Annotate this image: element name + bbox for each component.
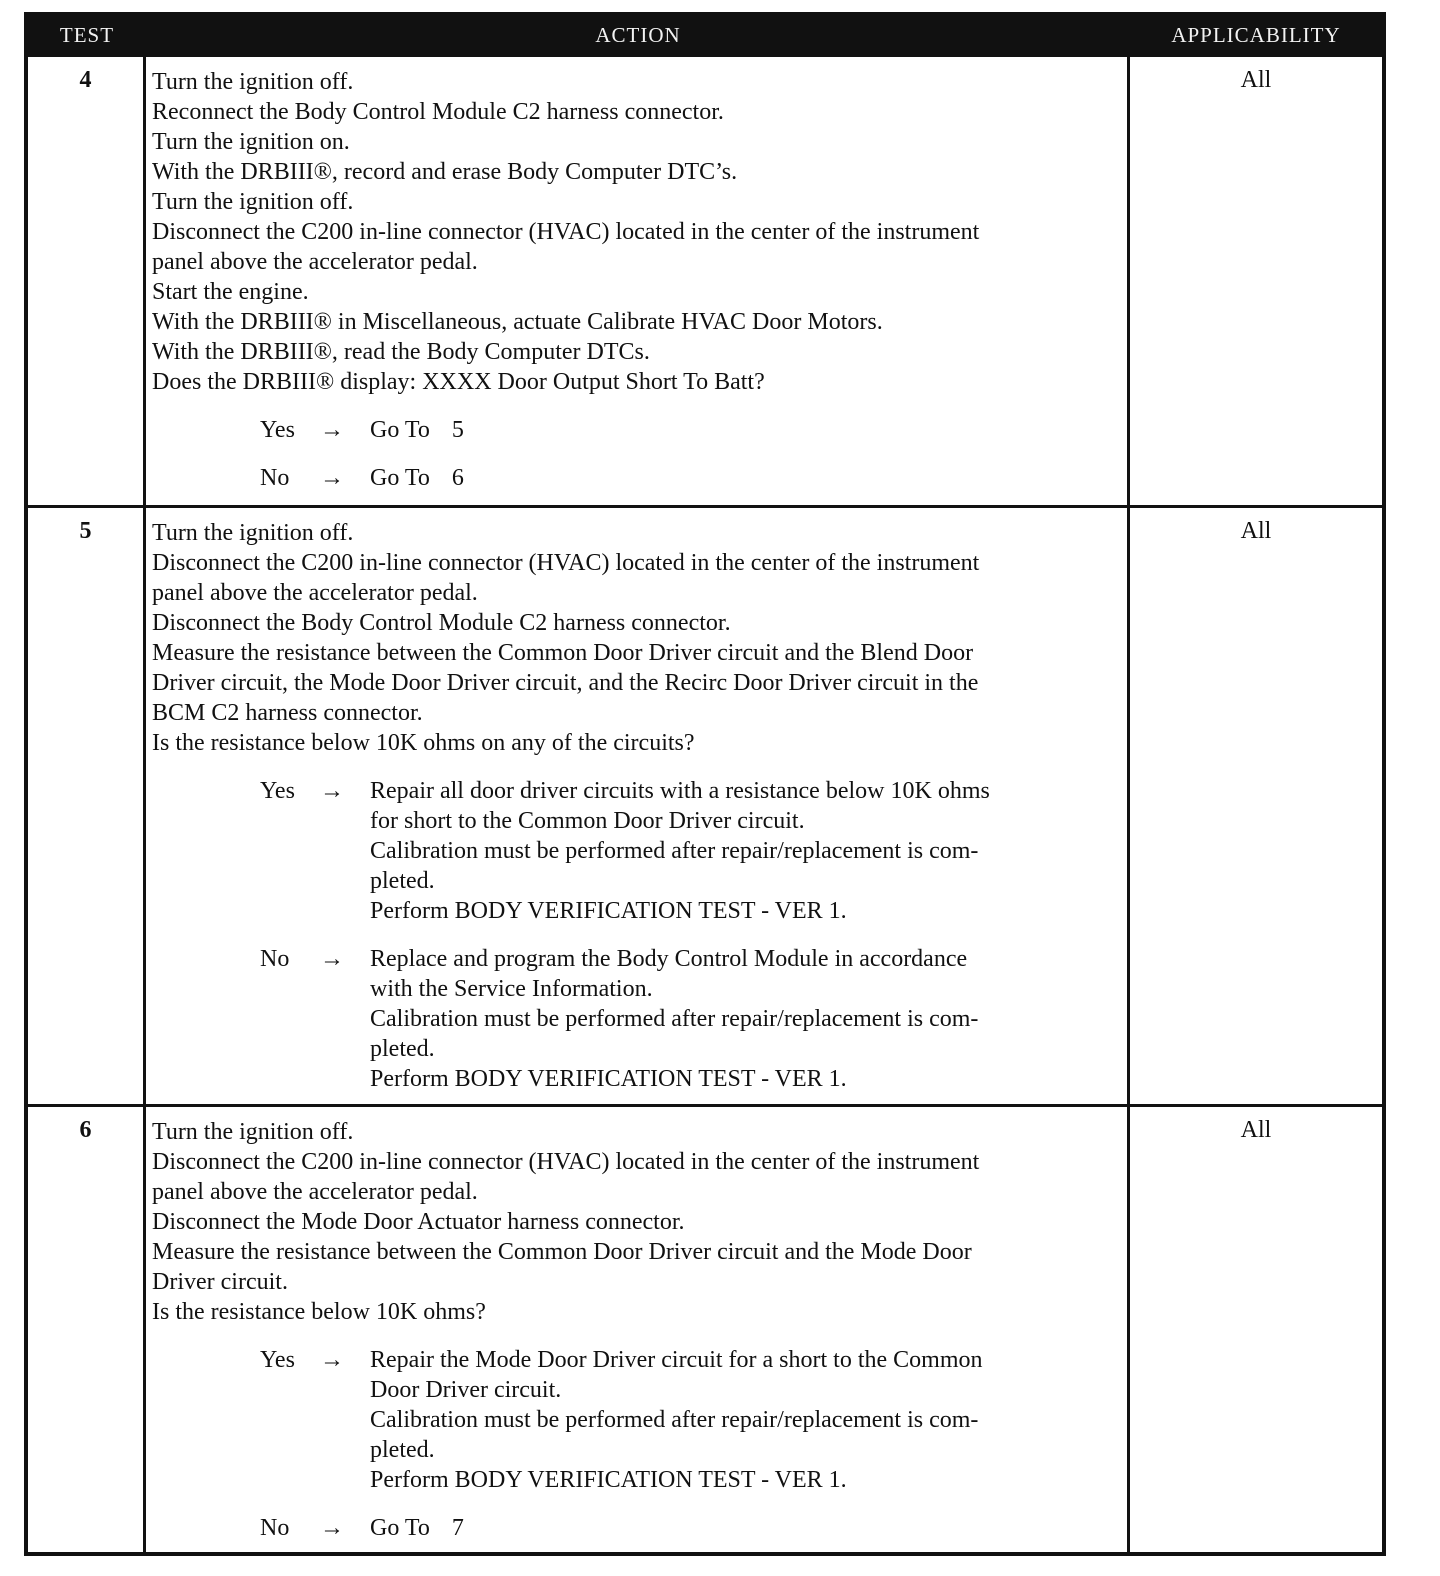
step-text: Start the engine. (152, 279, 309, 305)
goto-text: Go To (370, 417, 430, 443)
test-number: 4 (28, 57, 146, 505)
step-text: Disconnect the C200 in-line connector (HVAC) located in the center of the instrument (152, 550, 980, 576)
action-cell (146, 57, 1130, 505)
answer-label: Yes (260, 417, 295, 443)
goto-target: 6 (451, 465, 464, 491)
goto-text: Go To (370, 465, 430, 491)
diagnostic-table (24, 12, 1386, 1556)
arrow-icon: → (320, 465, 344, 491)
answer-label: No (260, 946, 290, 972)
step-text: Is the resistance below 10K ohms? (152, 1299, 486, 1325)
applicability-cell: All (1240, 67, 1272, 93)
goto-text: Go To (370, 1515, 430, 1541)
step-text: Turn the ignition off. (152, 189, 354, 215)
answer-label: Yes (260, 1347, 295, 1373)
answer-instructions (370, 944, 1121, 1094)
answer-instructions (370, 1345, 1121, 1495)
answer-label: No (260, 465, 290, 491)
instruction-text: Calibration must be performed after repair/replacement is com- (370, 1407, 979, 1433)
goto-target: 5 (451, 417, 464, 443)
header-applicability: APPLICABILITY (1171, 22, 1341, 47)
step-text: Measure the resistance between the Common Door Driver circuit and the Blend Door (152, 640, 974, 666)
instruction-text: Calibration must be performed after repair/replacement is com- (370, 838, 979, 864)
instruction-text: Perform BODY VERIFICATION TEST - VER 1. (370, 1066, 847, 1092)
answer-yes (152, 1345, 1121, 1495)
action-cell (146, 508, 1130, 1104)
answer-yes (152, 776, 1121, 926)
instruction-text: Door Driver circuit. (370, 1377, 562, 1403)
arrow-icon: → (320, 1515, 344, 1541)
step-text: Driver circuit, the Mode Door Driver circuit, and the Recirc Door Driver circuit in the (152, 670, 979, 696)
goto-instruction (370, 463, 1121, 493)
arrow-icon: → (320, 417, 344, 443)
instruction-text: Calibration must be performed after repair/replacement is com- (370, 1006, 979, 1032)
goto-instruction (370, 1513, 1121, 1543)
goto-instruction (370, 415, 1121, 445)
step-text: Turn the ignition off. (152, 520, 354, 546)
step-text: Driver circuit. (152, 1269, 288, 1295)
step-text: Turn the ignition off. (152, 69, 354, 95)
step-text: Measure the resistance between the Common Door Driver circuit and the Mode Door (152, 1239, 972, 1265)
header-test: TEST (59, 22, 115, 47)
step-text: With the DRBIII®, record and erase Body Computer DTC’s. (152, 159, 738, 185)
answer-yes (152, 415, 1121, 445)
header-action: ACTION (595, 22, 681, 47)
instruction-text: Repair the Mode Door Driver circuit for a short to the Common (370, 1347, 983, 1373)
applicability-cell: All (1240, 518, 1272, 544)
test-number: 5 (28, 508, 146, 1104)
table-row-test-5 (28, 505, 1382, 1104)
step-text: panel above the accelerator pedal. (152, 1179, 478, 1205)
step-text: panel above the accelerator pedal. (152, 249, 478, 275)
step-text: Disconnect the C200 in-line connector (HVAC) located in the center of the instrument (152, 1149, 980, 1175)
table-header (28, 16, 1382, 54)
arrow-icon: → (320, 778, 344, 804)
step-text: Disconnect the Mode Door Actuator harness connector. (152, 1209, 685, 1235)
step-text: BCM C2 harness connector. (152, 700, 423, 726)
answer-no (152, 1513, 1121, 1543)
step-text: Turn the ignition off. (152, 1119, 354, 1145)
answer-label: No (260, 1515, 290, 1541)
step-text: Does the DRBIII® display: XXXX Door Output Short To Batt? (152, 369, 765, 395)
instruction-text: pleted. (370, 1036, 435, 1062)
instruction-text: for short to the Common Door Driver circuit. (370, 808, 805, 834)
goto-target: 7 (451, 1515, 464, 1541)
step-text: Disconnect the Body Control Module C2 harness connector. (152, 610, 731, 636)
test-number: 6 (28, 1107, 146, 1552)
answer-label: Yes (260, 778, 295, 804)
step-text: panel above the accelerator pedal. (152, 580, 478, 606)
step-text: Turn the ignition on. (152, 129, 350, 155)
instruction-text: Repair all door driver circuits with a resistance below 10K ohms (370, 778, 990, 804)
answer-no (152, 944, 1121, 1094)
instruction-text: with the Service Information. (370, 976, 653, 1002)
table-row-test-4 (28, 54, 1382, 505)
instruction-text: pleted. (370, 1437, 435, 1463)
answer-no (152, 463, 1121, 493)
answer-instructions (370, 776, 1121, 926)
step-text: Is the resistance below 10K ohms on any of the circuits? (152, 730, 695, 756)
table-row-test-6 (28, 1104, 1382, 1552)
step-text: Reconnect the Body Control Module C2 harness connector. (152, 99, 724, 125)
instruction-text: Perform BODY VERIFICATION TEST - VER 1. (370, 1467, 847, 1493)
instruction-text: Perform BODY VERIFICATION TEST - VER 1. (370, 898, 847, 924)
instruction-text: Replace and program the Body Control Module in accordance (370, 946, 968, 972)
applicability-cell: All (1240, 1117, 1272, 1143)
instruction-text: pleted. (370, 868, 435, 894)
arrow-icon: → (320, 946, 344, 972)
step-text: With the DRBIII®, read the Body Computer DTCs. (152, 339, 650, 365)
step-text: With the DRBIII® in Miscellaneous, actuate Calibrate HVAC Door Motors. (152, 309, 883, 335)
step-text: Disconnect the C200 in-line connector (HVAC) located in the center of the instrument (152, 219, 980, 245)
action-cell (146, 1107, 1130, 1552)
arrow-icon: → (320, 1347, 344, 1373)
